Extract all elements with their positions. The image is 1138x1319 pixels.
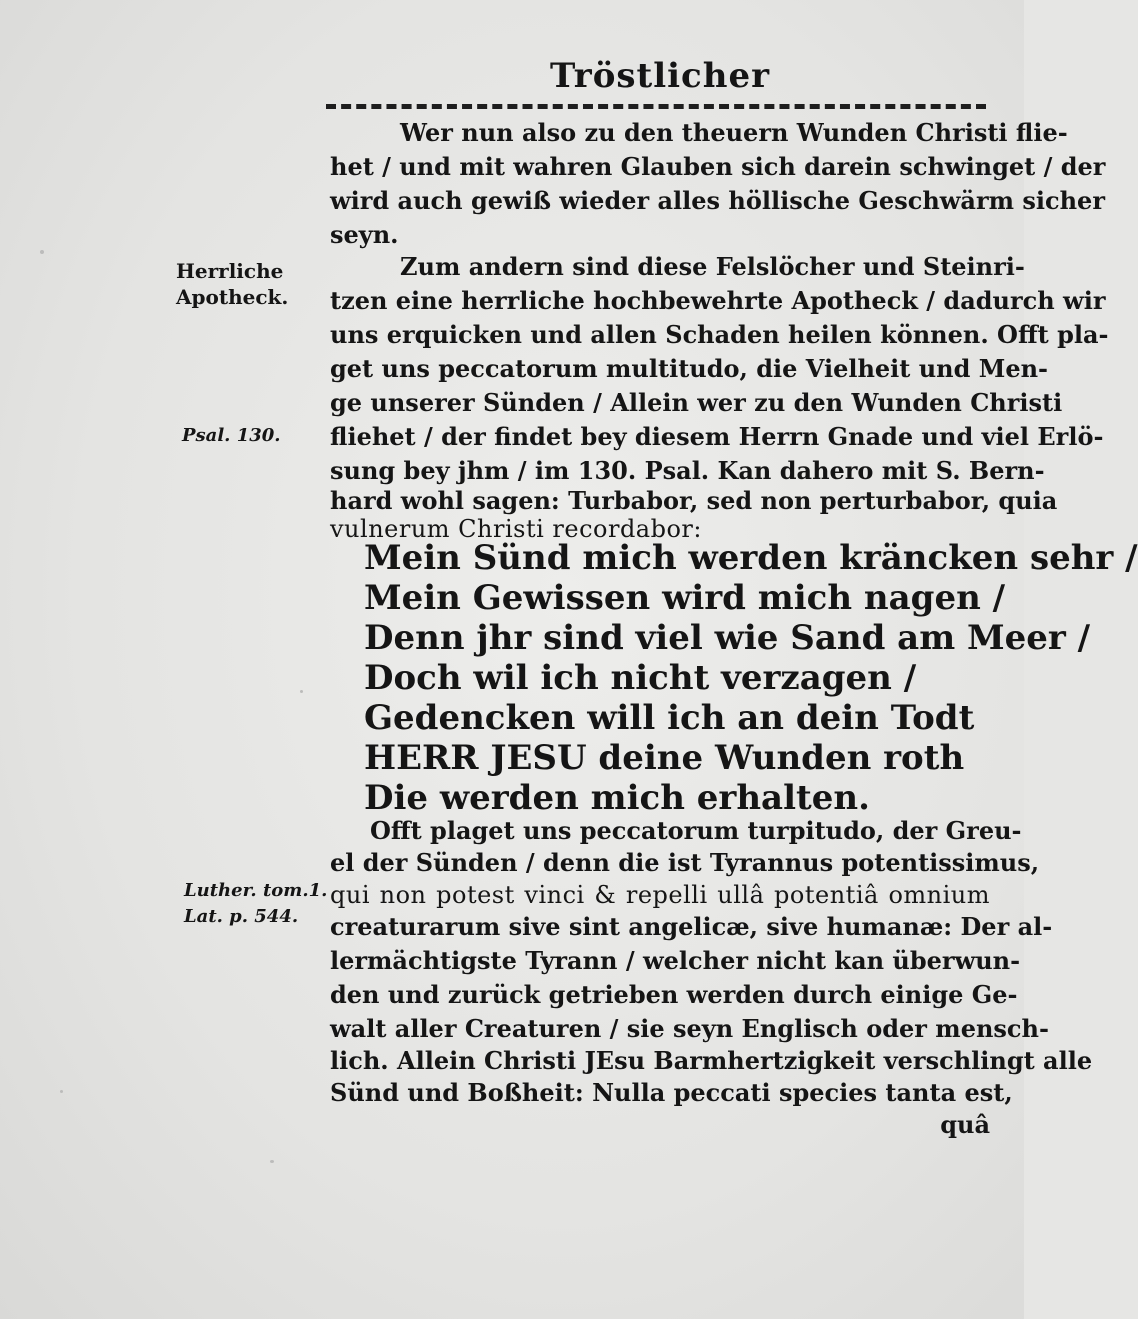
margin-note-line: Herrliche [176,259,284,283]
running-header: Tröstlicher [549,56,771,96]
text-line: lermächtigste Tyrann / welcher nicht kan überwun- [330,946,1021,975]
text-line: Sünd und Boßheit: Nulla peccati species tanta est, [330,1078,1013,1107]
margin-note-line: Luther. tom.1. [184,880,328,901]
paper-speck [40,250,44,254]
header-rule [326,104,986,109]
text-line: lich. Allein Christi JEsu Barmhertzigkeit verschlingt alle [330,1046,1093,1075]
text-line: wird auch gewiß wieder alles höllische Geschwärm sicher [330,186,1105,215]
margin-note-line: Psal. 130. [182,425,281,446]
text-line: Offt plaget uns peccatorum turpitudo, der Greu- [370,816,1022,845]
verse-line: Doch wil ich nicht verzagen / [364,658,917,698]
verse-line: Gedencken will ich an dein Todt [364,698,975,738]
verse-line: Denn jhr sind viel wie Sand am Meer / [364,618,1091,658]
text-line: Zum andern sind diese Felslöcher und Steinri- [400,252,1025,281]
text-line: Wer nun also zu den theuern Wunden Christi flie- [400,118,1068,147]
verse-line: Mein Sünd mich werden kräncken sehr / [364,538,1138,578]
catchword: quâ [940,1110,990,1139]
verse-line: Die werden mich erhalten. [364,778,870,818]
margin-note-line: Apotheck. [176,285,289,309]
text-line: ge unserer Sünden / Allein wer zu den Wunden Christi [330,388,1063,417]
text-line: seyn. [330,220,399,249]
text-line: het / und mit wahren Glauben sich darein schwinget / der [330,152,1106,181]
verse-line: HERR JESU deine Wunden roth [364,738,965,778]
text-line: hard wohl sagen: Turbabor, sed non perturbabor, quia [330,486,1058,515]
paper-speck [270,1160,274,1163]
margin-note-herrliche [176,258,288,310]
margin-note-psal [182,423,281,449]
text-line: qui non potest vinci & repelli ullâ potentiâ omnium [330,881,990,909]
text-line: uns erquicken und allen Schaden heilen können. Offt pla- [330,320,1109,349]
paper-speck [300,690,303,693]
text-line: get uns peccatorum multitudo, die Vielheit und Men- [330,354,1049,383]
text-line: den und zurück getrieben werden durch einige Ge- [330,980,1018,1009]
paper-speck [60,1090,63,1093]
text-line: tzen eine herrliche hochbewehrte Apotheck / dadurch wir [330,286,1106,315]
verse-line: Mein Gewissen wird mich nagen / [364,578,1006,618]
text-line: sung bey jhm / im 130. Psal. Kan dahero mit S. Bern- [330,456,1045,485]
text-line: creaturarum sive sint angelicæ, sive humanæ: Der al- [330,912,1053,941]
text-line: el der Sünden / denn die ist Tyrannus potentissimus, [330,848,1040,877]
text-line: walt aller Creaturen / sie seyn Englisch oder mensch- [330,1014,1049,1043]
margin-note-luther [184,878,327,930]
text-line: fliehet / der findet bey diesem Herrn Gnade und viel Erlö- [330,422,1104,451]
margin-note-line: Lat. p. 544. [184,906,299,927]
text-line: vulnerum Christi recordabor: [330,515,702,543]
